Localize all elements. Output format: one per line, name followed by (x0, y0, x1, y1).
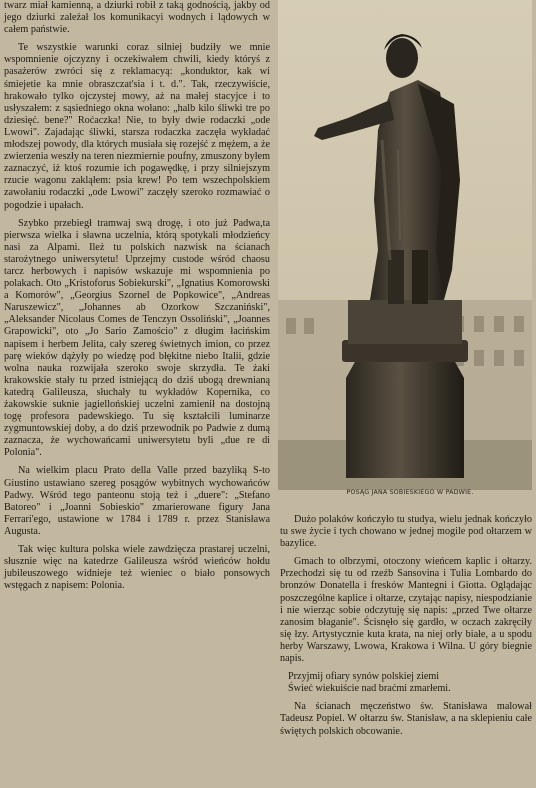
poem-inscription (280, 671, 532, 695)
paragraph: Te wszystkie warunki coraz silniej budziły we mnie wspomnienie ojczyzny i oczekiwałem chwili, kiedy któryś z pasażerów zwróci się z reklamacyą: „konduktor, kak wi śmiejetie ka mnie obraszczat'sia i t. d.". Tak, rzeczywiście, hrakowało tylko ojczystej mowy, aż na małej stacyjce i to usłyszałem: z sąsiedniego okna wołano: „halb kilo śliwki tre po dziesięć. bene?" Roćaczka! Nie, to były dwie rodaczki „ode Lwowi". Zajadając śliwki, starsza rodaczka zaczęła wykładać młodszej powody, dla których musiała się rozejść z mężem, a że zwierzenia weszły na teren niezmiernie poufny, zmuszony byłem zaznaczyć, iż ktoś rozumie ich pogawędkę, i przy silniejszym rzucie wagonu zakląłem: psia krew! Po tem wszechpolskiem zawołaniu rodaczki „ode Lwowi" zaczęły szeroko rozmawiać o pogodzie i upałach. (4, 42, 270, 211)
paragraph: Dużo polaków kończyło tu studya, wielu jednak kończyło tu swe życie i tych chowano w jednej mogile pod ołtarzem w bazylice. (280, 514, 532, 550)
paragraph: Tak więc kultura polska wiele zawdzięcza prastarej uczelni, słusznie więc na katedrze Galileusza wśród wieńców hołdu jubileuszowego widnieje też wieniec o biało ponsowych wstęgach z napisem: Polonia. (4, 544, 270, 592)
paragraph: Szybko przebiegł tramwaj swą drogę, i oto już Padwa,ta pierwsza wielka i sławna uczelnia, którą spotykali młodzieńcy nasi za Alpami. Ileż tu polskich nazwisk na ścianach starożytnego uniwersytetu! Uprzejmy custode wśród chaosu tarcz herbowych i napisów wskazuje mi wspomnienia po polakach. Oto „Kristoforus Sobiekurski", „Ignatius Komorowski a Komorów", „Georgius Szornel de Popkowice", „Andreas Naruszewicz", „Johannes ab Ozorkow Szczaniński", „Aleksander Nicolaus Comes de Tenczyn Ossoliński", „Joannes Grapowicki", oto „Jo Sario Zamościo" z długim łacińskim napisem i herbem Jelita, cały szereg świetnych imion, co przez parę wieków dążyły po wiedzę pod błękitne niebo Italii, gdzie wolna nauka rozwijała szeroko swoje skrzydła. Te żaki krakowskie stały tu przed istniejącą do dziś ubogą drewnianą katedrą Galileusza, słuchały tu wykładów Kopernika, co żakowskie suknie jagiellońskiej uczelni zamienił na dostojną togę profesora padewskiego. Tu się kształcili luminarze zygmuntowskiej doby, a do dziś przewodnik po Padwie z dumą zaznacza, że wychowańcami uniwersytetu byli „due re di Polonia". (4, 217, 270, 459)
right-text-column (280, 514, 532, 788)
figure-caption: POSĄG JANA SOBIESKIEGO W PADWIE. (346, 489, 474, 496)
paragraph: Na wielkim placu Prato della Valle przed bazyliką S-to Giustino ustawiano szereg posągów wybitnych wychowańców Padwy. Wśród tego panteonu stoją też i „duere": „Stefano Batoreo" i „Joanni Sobieskio" zmarierowane figury Jana Ferrari'ego, ustawione w 1784 i 1789 r. przez Stanisława Augusta. (4, 465, 270, 537)
paragraph: Gmach to olbrzymi, otoczony wieńcem kaplic i ołtarzy. Przechodzi się tu od rzeźb Sansovina i Tulia Lombardo do bronzów Donatella i fresków Mantegni i Giotta. Oglądając poszczególne kaplice i ołtarze, czytając napisy, niespodzianie i nie wierząc sobie odczytuję się napis: „przed Twe ołtarze zanosim błaganie". Ścisnęło się gardło, w oczach zakręciły się łzy. Artystycznie kuta krata, na niej orły białe, a u spodu herby Warszawy, Lwowa, Krakowa i Wilna. U góry biegnie napis. (280, 556, 532, 665)
paragraph: twarz miał kamienną, a dziurki robił z taką godnością, jakby od jego dziurki zależał los komunikacyi wodnych i lądowych w całem państwie. (4, 0, 270, 36)
poem-line: Przyjmij ofiary synów polskiej ziemi (288, 671, 440, 683)
left-text-column (4, 0, 270, 788)
poem-line: Świeć wiekuiście nad braćmi zmarłemi. (288, 683, 451, 695)
statue-illustration (278, 0, 532, 490)
paragraph: Na ścianach męczeństwo św. Stanisława malował Tadeusz Popiel. W ołtarzu św. Stanisław, a na sklepieniu całe świętych polskich obcowanie. (280, 701, 532, 737)
statue-photograph (278, 0, 532, 490)
